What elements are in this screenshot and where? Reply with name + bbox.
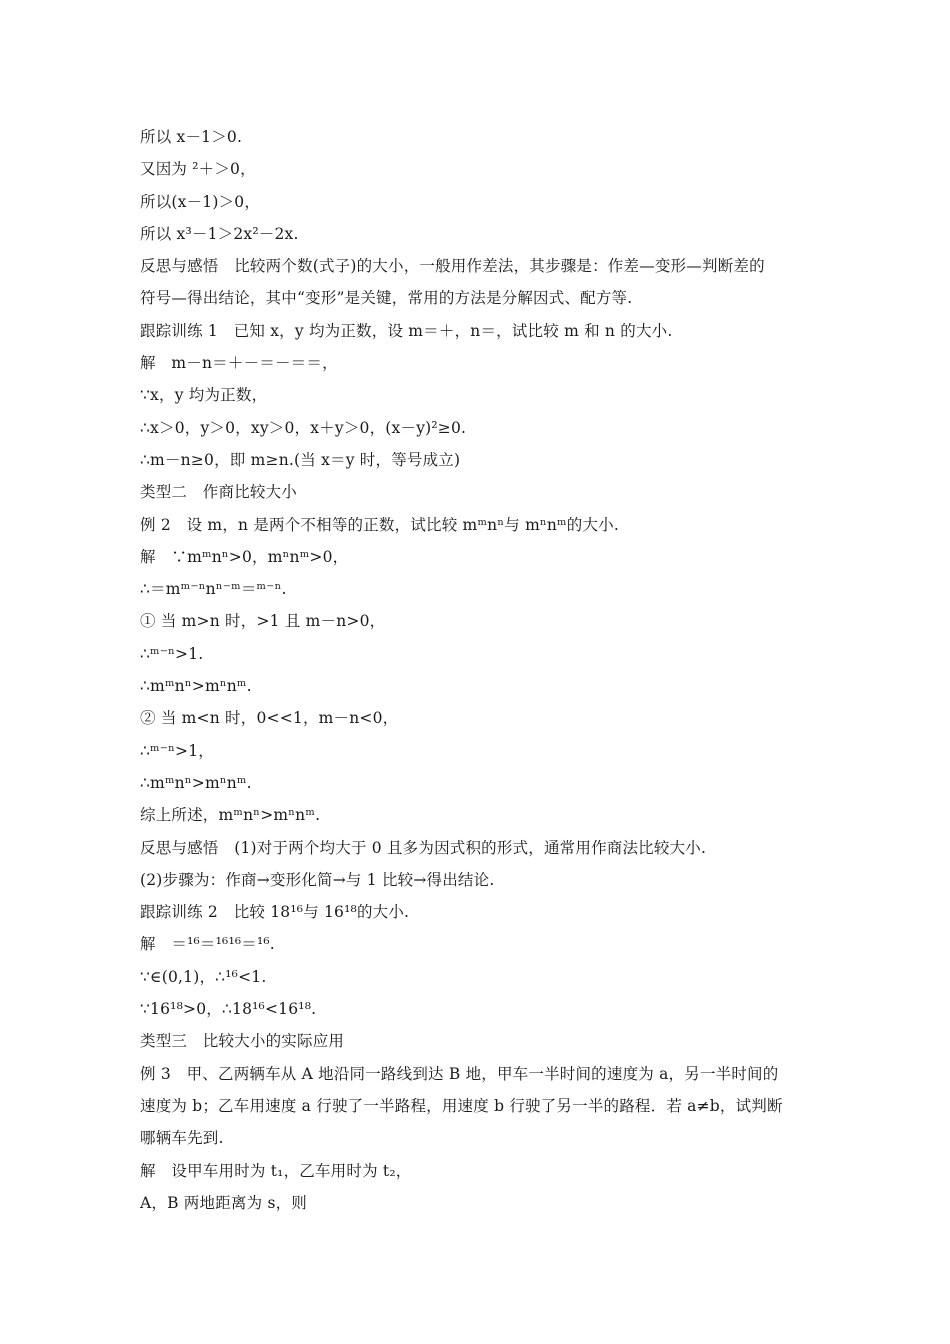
text-line: 例 2 设 m，n 是两个不相等的正数，试比较 mᵐnⁿ与 mⁿnᵐ的大小. [140, 515, 619, 534]
text-line: 反思与感悟 (1)对于两个均大于 0 且多为因式积的形式，通常用作商法比较大小. [140, 838, 707, 857]
section-heading: 类型三 比较大小的实际应用 [140, 1032, 345, 1051]
text-line: ∵16¹⁸>0，∴18¹⁶<16¹⁸. [140, 1000, 317, 1019]
section-heading: 类型二 作商比较大小 [140, 483, 298, 502]
text-line: ② 当 m<n 时，0<<1，m－n<0， [140, 709, 399, 728]
text-line: 所以 x－1＞0. [140, 128, 243, 146]
text-line: ∴ᵐ⁻ⁿ>1. [140, 644, 204, 663]
text-line: 哪辆车先到. [140, 1129, 224, 1148]
document-page [140, 121, 812, 1219]
text-line: 符号—得出结论，其中“变形”是关键，常用的方法是分解因式、配方等. [140, 289, 633, 308]
text-line: (2)步骤为：作商→变形化简→与 1 比较→得出结论. [140, 870, 495, 889]
text-line: ∴mᵐnⁿ>mⁿnᵐ. [140, 773, 252, 792]
text-line: 跟踪训练 2 比较 18¹⁶与 16¹⁸的大小. [140, 903, 410, 922]
text-line: ∴ᵐ⁻ⁿ>1， [140, 741, 215, 760]
text-line: ∴x＞0，y＞0，xy＞0，x＋y＞0，(x－y)²≥0. [140, 418, 467, 437]
text-line: 解 ∵mᵐnⁿ>0，mⁿnᵐ>0， [140, 547, 349, 566]
text-line: 速度为 b；乙车用速度 a 行驶了一半路程，用速度 b 行驶了另一半的路程．若 a≠b，试判断 [140, 1096, 783, 1115]
text-line: 跟踪训练 1 已知 x，y 均为正数，设 m＝＋，n＝，试比较 m 和 n 的大小. [140, 321, 673, 340]
text-line: 解 m－n＝＋－＝－＝＝， [140, 354, 338, 373]
text-line: ∴＝mᵐ⁻ⁿnⁿ⁻ᵐ＝ᵐ⁻ⁿ. [140, 580, 287, 599]
text-line: 又因为 ²＋＞0， [140, 160, 256, 179]
text-line: A，B 两地距离为 s，则 [140, 1193, 307, 1212]
text-line: 综上所述，mᵐnⁿ>mⁿnᵐ. [140, 806, 321, 825]
text-line: ① 当 m>n 时，>1 且 m－n>0， [140, 612, 386, 631]
text-line: ∵∈(0,1)，∴¹⁶<1. [140, 967, 267, 986]
text-line: 例 3 甲、乙两辆车从 A 地沿同一路线到达 B 地，甲车一半时间的速度为 a，另一半时间的 [140, 1064, 779, 1083]
text-line: 所以 x³－1＞2x²－2x. [140, 224, 299, 243]
text-line: 所以(x－1)＞0， [140, 192, 261, 211]
text-line: ∴m－n≥0，即 m≥n.(当 x＝y 时，等号成立) [140, 450, 461, 469]
text-line: 解 ＝¹⁶＝¹⁶¹⁶＝¹⁶. [140, 935, 275, 954]
text-line: ∵x，y 均为正数， [140, 386, 268, 405]
text-line: 解 设甲车用时为 t₁，乙车用时为 t₂， [140, 1161, 412, 1180]
text-line: 反思与感悟 比较两个数(式子)的大小，一般用作差法，其步骤是：作差—变形—判断差的 [140, 257, 765, 276]
text-line: ∴mᵐnⁿ>mⁿnᵐ. [140, 677, 252, 696]
